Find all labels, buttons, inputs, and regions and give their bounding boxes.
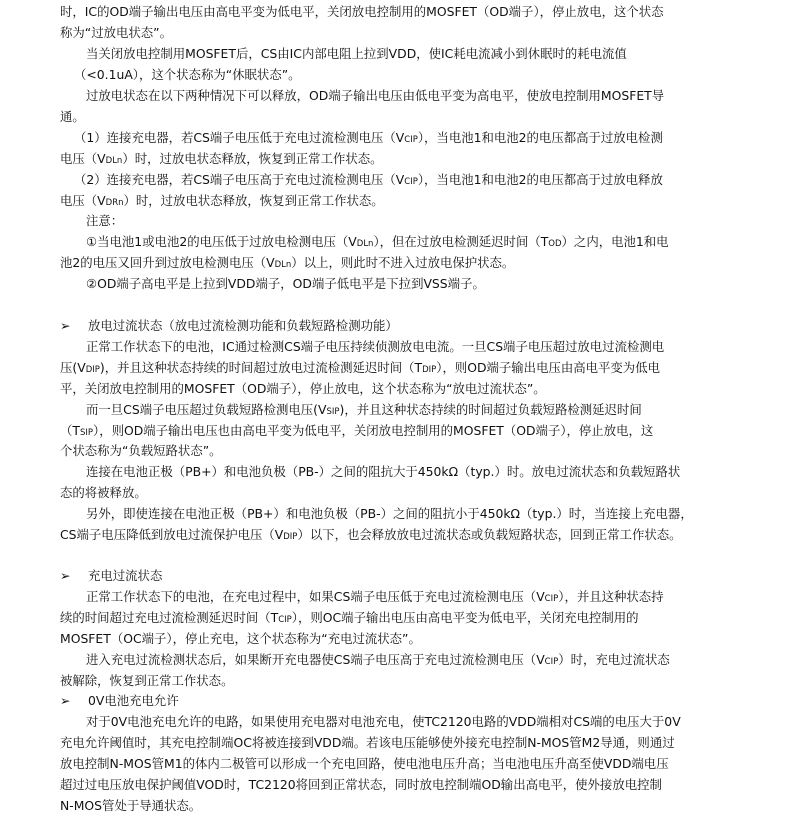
- text-line: [60, 673, 233, 689]
- line-text: N-MOS管处于导通状态。: [60, 798, 202, 813]
- text-line: [60, 381, 546, 397]
- text-line: [86, 464, 680, 480]
- line-text: 对于0V电池充电允许的电路，如果使用充电器对电池充电，使TC2120电路的VDD端相对CS端的电压大于0V: [86, 714, 681, 729]
- line-text: 充电过流状态: [88, 568, 163, 583]
- section-heading: [60, 693, 179, 709]
- line-text: 充电允许阈值时，其充电控制端OC将被连接到VDD端。若该电压能够使外接充电控制N-MOS管M2导通，则通过: [60, 735, 675, 750]
- line-text: 时，IC的OD端子输出电压由高电平变为低电平，关闭放电控制用的MOSFET（OD端子），停止放电，这个状态: [60, 4, 664, 19]
- text-line: [86, 402, 642, 420]
- text-line: [74, 172, 663, 190]
- line-text: 连接在电池正极（PB+）和电池负极（PB-）之间的阻抗大于450kΩ（typ.）时。放电过流状态和负载短路状: [86, 464, 681, 479]
- line-text: 电压（VDRn）时，过放电状态释放，恢复到正常工作状态。: [60, 193, 384, 208]
- line-text: （2）连接充电器，若CS端子电压高于充电过流检测电压（VCIP），当电池1和电池2的电压都高于过放电释放: [74, 172, 663, 187]
- line-text: 另外，即使连接在电池正极（PB+）和电池负极（PB-）之间的阻抗小于450kΩ（typ.）时，当连接上充电器，: [86, 506, 693, 521]
- line-text: 称为“过放电状态”。: [60, 25, 172, 40]
- text-line: [60, 423, 653, 441]
- line-text: 续的时间超过充电过流检测延迟时间（TCIP），则OC端子输出电压由高电平变为低电平，关闭充电控制用的: [60, 610, 639, 625]
- text-line: [60, 193, 384, 211]
- line-text: 正常工作状态下的电池，IC通过检测CS端子电压持续侦测放电电流。一旦CS端子电压超过放电过流检测电: [86, 339, 665, 354]
- text-line: [74, 130, 663, 148]
- line-text: 通。: [60, 109, 85, 124]
- line-text: ②OD端子高电平是上拉到VDD端子，OD端子低电平是下拉到VSS端子。: [86, 276, 485, 291]
- text-line: [60, 485, 147, 501]
- line-text: 池2的电压又回升到过放电检测电压（VDLn）以上，则此时不进入过放电保护状态。: [60, 255, 515, 270]
- line-text: （1）连接充电器，若CS端子电压低于充电过流检测电压（VCIP），当电池1和电池2的电压都高于过放电检测: [74, 130, 663, 145]
- text-line: [60, 151, 383, 169]
- line-text: 压(VDIP)，并且这种状态持续的时间超过放电过流检测延迟时间（TDIP），则OD端子输出电压由高电平变为低电: [60, 360, 660, 375]
- text-line: [86, 589, 664, 607]
- line-text: 放电控制N-MOS管M1的体内二极管可以形成一个充电回路，使电池电压升高；当电池电压升高至使VDD端电压: [60, 756, 669, 771]
- text-line: [60, 735, 675, 751]
- line-text: 平，关闭放电控制用的MOSFET（OD端子），停止放电，这个状态称为“放电过流状态”。: [60, 381, 546, 396]
- text-line: [60, 109, 85, 125]
- line-text: ①当电池1或电池2的电压低于过放电检测电压（VDLn），但在过放电检测延迟时间（TOD）之内，电池1和电: [86, 234, 669, 249]
- line-text: 进入充电过流检测状态后，如果断开充电器使CS端子电压高于充电过流检测电压（VCIP）时，充电过流状态: [86, 652, 670, 667]
- section-heading: [60, 568, 162, 584]
- line-text: 注意：: [86, 213, 124, 228]
- line-text: 电压（VDLn）时，过放电状态释放，恢复到正常工作状态。: [60, 151, 383, 166]
- text-line: [60, 4, 664, 20]
- text-line: [86, 46, 627, 62]
- text-line: [86, 213, 123, 229]
- text-line: [60, 527, 682, 545]
- bullet-arrow-icon: ➢: [60, 318, 71, 333]
- text-line: [74, 67, 301, 83]
- text-line: [60, 798, 201, 814]
- line-text: MOSFET（OC端子），停止充电，这个状态称为“充电过流状态”。: [60, 631, 421, 646]
- line-text: 态的将被释放。: [60, 485, 147, 500]
- text-line: [86, 276, 485, 292]
- line-text: 放电过流状态（放电过流检测功能和负载短路检测功能）: [88, 318, 398, 333]
- text-line: [60, 756, 669, 772]
- line-text: 而一旦CS端子电压超过负载短路检测电压(VSIP)，并且这种状态持续的时间超过负载短路检测延迟时间: [86, 402, 642, 417]
- text-line: [60, 777, 662, 793]
- line-text: 超过过电压放电保护阈值VOD时，TC2120将回到正常状态，同时放电控制端OD输出高电平，使外接放电控制: [60, 777, 662, 792]
- bullet-arrow-icon: ➢: [60, 568, 71, 583]
- text-line: [86, 652, 670, 670]
- text-line: [86, 339, 664, 355]
- text-line: [86, 714, 681, 730]
- text-line: [60, 25, 172, 41]
- text-line: [86, 234, 669, 252]
- line-text: （<0.1uA），这个状态称为“休眠状态”。: [74, 67, 301, 82]
- text-line: [60, 610, 639, 628]
- line-text: CS端子电压降低到放电过流保护电压（VDIP）以下，也会释放放电过流状态或负载短路状态，回到正常工作状态。: [60, 527, 682, 542]
- text-line: [86, 88, 664, 104]
- text-line: [60, 631, 421, 647]
- text-line: [86, 506, 693, 522]
- bullet-arrow-icon: ➢: [60, 693, 71, 708]
- line-text: 个状态称为“负载短路状态”。: [60, 443, 222, 458]
- text-line: [60, 360, 660, 378]
- section-heading: [60, 318, 398, 334]
- text-line: [60, 255, 514, 273]
- line-text: 当关闭放电控制用MOSFET后，CS由IC内部电阻上拉到VDD，使IC耗电流减小到休眠时的耗电流值: [86, 46, 627, 61]
- text-line: [60, 443, 222, 459]
- line-text: 正常工作状态下的电池，在充电过程中，如果CS端子电压低于充电过流检测电压（VCIP），并且这种状态持: [86, 589, 664, 604]
- line-text: 过放电状态在以下两种情况下可以释放，OD端子输出电压由低电平变为高电平，使放电控制用MOSFET导: [86, 88, 665, 103]
- line-text: 0V电池充电允许: [88, 693, 179, 708]
- line-text: （TSIP），则OD端子输出电压也由高电平变为低电平，关闭放电控制用的MOSFET（OD端子），停止放电，这: [60, 423, 654, 438]
- line-text: 被解除，恢复到正常工作状态。: [60, 673, 234, 688]
